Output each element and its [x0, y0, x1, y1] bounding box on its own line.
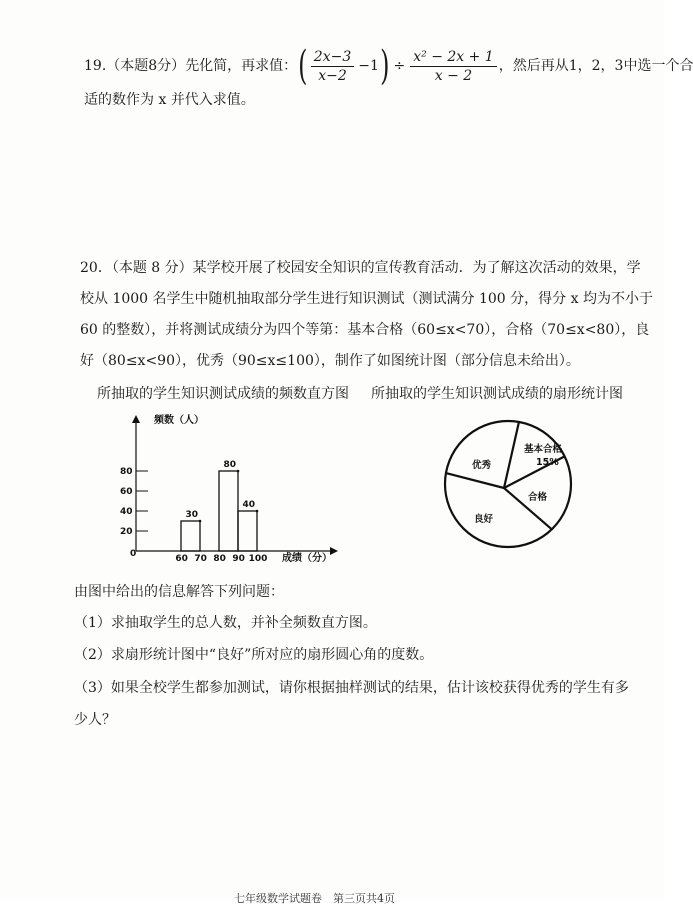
page-footer: 七年级数学试题卷 第三页共4页	[234, 892, 395, 905]
bar-corner-dot	[256, 510, 259, 513]
divide-sign: ÷	[393, 58, 406, 74]
question-19-line-1	[84, 43, 693, 89]
fraction-2-numerator: x² − 2x + 1	[410, 49, 496, 67]
y-tick-label: 60	[120, 487, 133, 497]
answer-intro: 由图中给出的信息解答下列问题：	[74, 584, 284, 600]
question-20-line-2: 校从 1000 名学生中随机抽取部分学生进行知识测试（测试满分 100 分，得分 x 均为不小于	[80, 291, 653, 307]
fraction-2	[410, 49, 496, 84]
pie-outline	[445, 421, 571, 547]
sub-question-3-line-2: 少人？	[74, 712, 116, 728]
sub-question-1: （1）求抽取学生的总人数，并补全频数直方图。	[74, 615, 377, 631]
y-tick-label: 20	[120, 527, 133, 537]
left-paren: (	[298, 43, 308, 89]
pie-chart	[438, 418, 578, 558]
pie-slice-label: 优秀	[472, 460, 492, 471]
y-tick-label: 80	[120, 467, 133, 477]
y-axis-arrow	[132, 415, 140, 423]
pie-slice-label: 良好	[474, 514, 494, 525]
histogram-axes	[132, 415, 338, 555]
histogram-bar	[181, 521, 200, 551]
x-axis-label: 成绩（分）	[282, 553, 332, 564]
pie-slices	[445, 421, 571, 547]
histogram-bar	[219, 471, 238, 551]
frequency-histogram	[110, 405, 350, 565]
x-tick-label: 80	[213, 554, 226, 564]
histogram-bar	[238, 511, 257, 551]
question-19-line-2: 适的数作为 x 并代入求值。	[84, 92, 255, 108]
fraction-1-numerator: 2x−3	[311, 49, 354, 67]
question-20-line-3: 60 的整数），并将测试成绩分为四个等第：基本合格（60≤x<70），合格（70≤x<80），良	[80, 322, 650, 338]
bar-corner-dot	[199, 520, 202, 523]
y-axis-label: 频数（人）	[154, 415, 204, 426]
fraction-1	[311, 49, 354, 84]
question-19-prompt: 先化简，再求值：	[185, 58, 298, 74]
pie-slice-divider	[504, 422, 519, 488]
question-19-number: 19.	[84, 58, 107, 74]
sub-question-2: （2）求扇形统计图中“良好”所对应的扇形圆心角的度数。	[74, 647, 434, 663]
pie-caption: 所抽取的学生知识测试成绩的扇形统计图	[371, 386, 623, 402]
y-tick-label: 40	[120, 507, 133, 517]
pie-slice-label: 基本合格	[524, 444, 563, 455]
pie-slice-label: 合格	[528, 492, 548, 503]
right-paren: )	[380, 43, 390, 89]
sub-question-3-line-1: （3）如果全校学生都参加测试，请你根据抽样测试的结果，估计该校获得优秀的学生有多	[74, 680, 629, 696]
histogram-labels	[120, 413, 332, 564]
fraction-2-denominator: x − 2	[434, 67, 473, 84]
x-tick-label: 60	[175, 554, 188, 564]
fraction-1-denominator: x−2	[318, 67, 347, 84]
question-20-line-1: 20．（本题 8 分）某学校开展了校园安全知识的宣传教育活动．为了解这次活动的效果，学	[80, 260, 641, 276]
bar-value-label: 80	[223, 460, 237, 470]
bar-value-label: 40	[242, 500, 256, 510]
origin-label: 0	[130, 549, 137, 559]
bar-value-label: 30	[185, 510, 199, 520]
pie-slice-value: 15%	[536, 457, 559, 468]
histogram-caption: 所抽取的学生知识测试成绩的频数直方图	[97, 386, 349, 402]
x-tick-label: 70	[194, 554, 207, 564]
question-20-line-4: 好（80≤x<90），优秀（90≤x≤100），制作了如图统计图（部分信息未给出）。	[80, 353, 580, 369]
pie-slice-divider	[446, 473, 504, 488]
bar-corner-dot	[237, 470, 240, 473]
minus-one: −1	[358, 58, 379, 74]
x-tick-label: 90	[232, 554, 245, 564]
question-19-tail: ，然后再从1，2，3中选一个合	[498, 58, 693, 74]
question-19-points: （本题8分）	[106, 58, 186, 74]
x-tick-label: 100	[248, 554, 268, 564]
